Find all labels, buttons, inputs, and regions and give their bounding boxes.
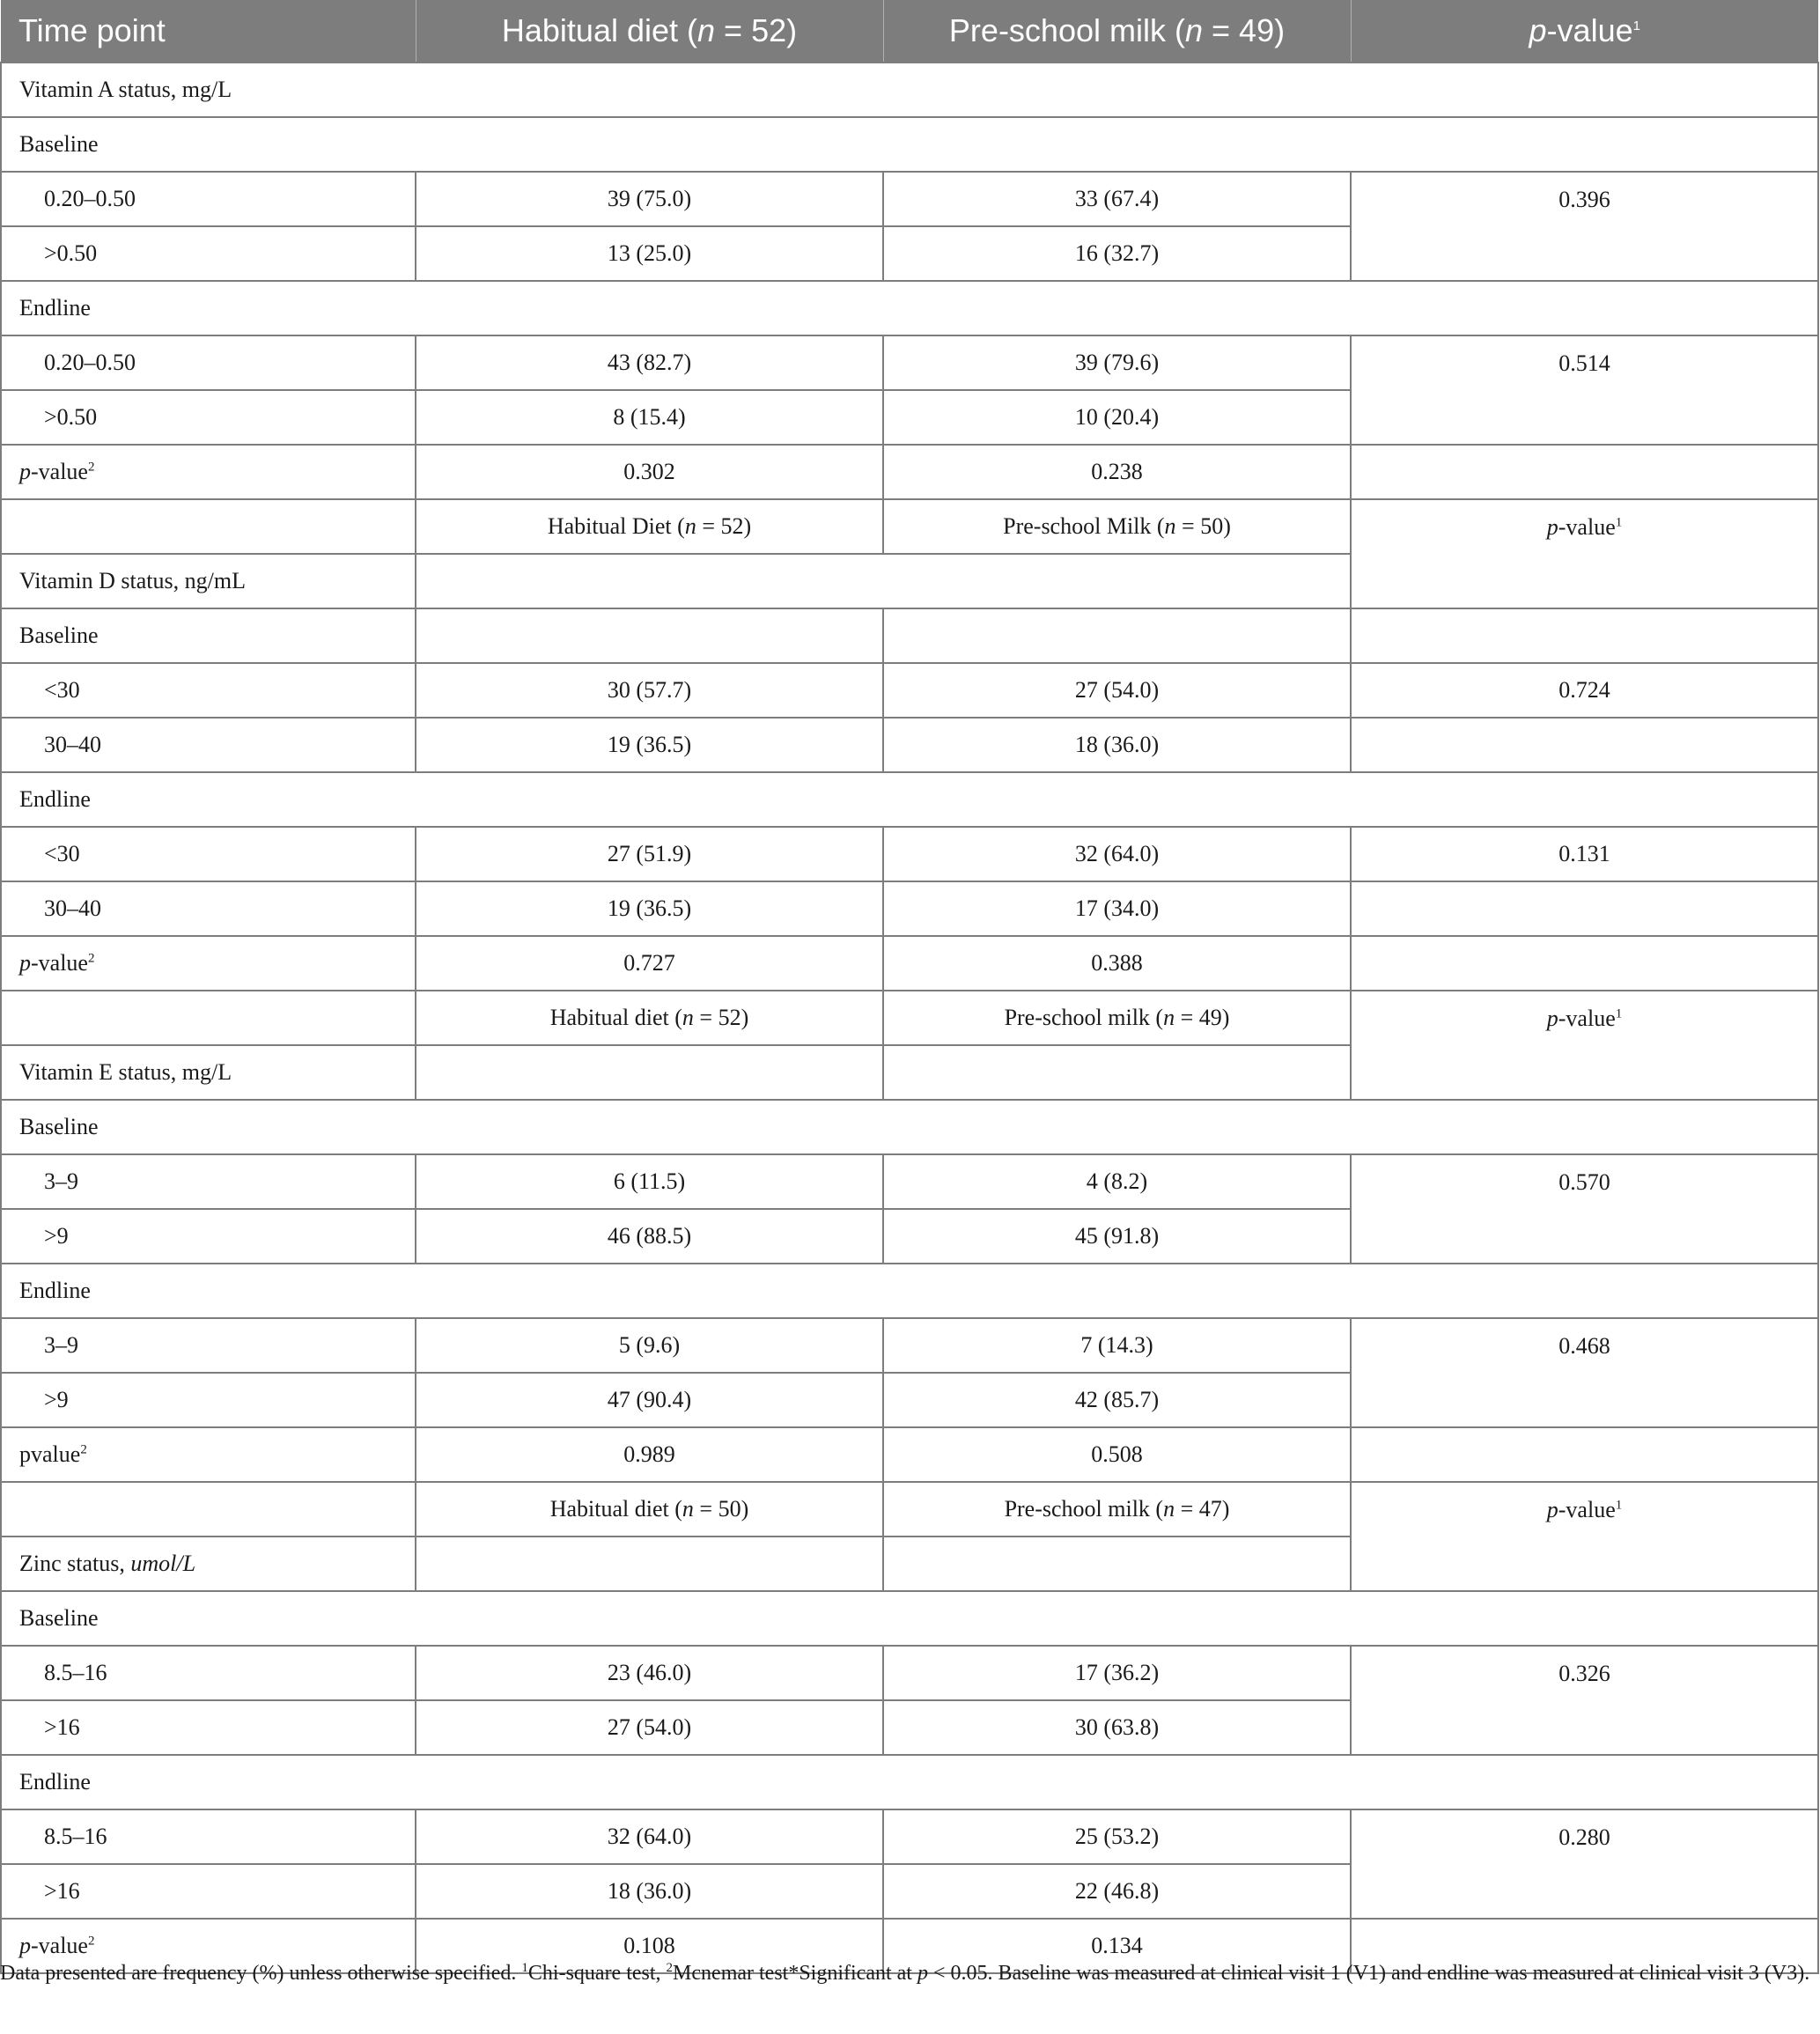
- subheader-habitual-diet: Habitual diet (n = 52): [416, 991, 883, 1045]
- p-value-cell: 0.724: [1351, 663, 1818, 718]
- habitual-value: 8 (15.4): [416, 390, 883, 445]
- milk-value: 33 (67.4): [883, 172, 1351, 226]
- empty-cell: [1351, 881, 1818, 936]
- category-label: <30: [1, 663, 416, 718]
- category-label: >0.50: [1, 226, 416, 281]
- header-habitual-diet: Habitual diet (n = 52): [416, 0, 883, 63]
- subheader-habitual-diet: Habitual diet (n = 50): [416, 1482, 883, 1537]
- subheader-p-value: p-value$^1$: [1351, 991, 1818, 1100]
- timepoint-label: Baseline: [1, 608, 416, 663]
- p-value-label: p-value$^2$: [1, 1919, 416, 1973]
- milk-value: 25 (53.2): [883, 1809, 1351, 1864]
- header-p-value: p-value$^1$: [1351, 0, 1818, 63]
- empty-cell: [416, 1045, 883, 1100]
- empty-cell: [416, 608, 883, 663]
- subheader-row: [1, 499, 1818, 554]
- milk-value: 22 (46.8): [883, 1864, 1351, 1919]
- habitual-value: 13 (25.0): [416, 226, 883, 281]
- table-row: [1, 281, 1818, 335]
- header-time-point: Time point: [1, 0, 416, 63]
- timepoint-label: Baseline: [1, 1100, 1818, 1154]
- category-label: 30–40: [1, 718, 416, 772]
- habitual-value: 0.108: [416, 1919, 883, 1973]
- category-label: >9: [1, 1209, 416, 1264]
- habitual-value: 19 (36.5): [416, 881, 883, 936]
- p-value-cell: 0.280: [1351, 1809, 1818, 1919]
- subheader-pre-school-milk: Pre-school milk (n = 47): [883, 1482, 1351, 1537]
- category-label: >9: [1, 1373, 416, 1427]
- timepoint-label: Endline: [1, 1755, 1818, 1809]
- p-value-label: pvalue$^2$: [1, 1427, 416, 1482]
- habitual-value: 0.727: [416, 936, 883, 991]
- table-row: [1, 827, 1818, 881]
- table-row: [1, 1755, 1818, 1809]
- milk-value: 7 (14.3): [883, 1318, 1351, 1373]
- category-label: >16: [1, 1864, 416, 1919]
- habitual-value: 27 (51.9): [416, 827, 883, 881]
- category-label: 8.5–16: [1, 1809, 416, 1864]
- category-label: 0.20–0.50: [1, 335, 416, 390]
- category-label: <30: [1, 827, 416, 881]
- habitual-value: 43 (82.7): [416, 335, 883, 390]
- category-label: 0.20–0.50: [1, 172, 416, 226]
- habitual-value: 39 (75.0): [416, 172, 883, 226]
- timepoint-label: Endline: [1, 772, 1818, 827]
- table-row: [1, 936, 1818, 991]
- timepoint-label: Baseline: [1, 117, 1818, 172]
- table-row: [1, 1591, 1818, 1646]
- empty-cell: [883, 1045, 1351, 1100]
- category-label: 3–9: [1, 1154, 416, 1209]
- habitual-value: 6 (11.5): [416, 1154, 883, 1209]
- milk-value: 32 (64.0): [883, 827, 1351, 881]
- empty-cell: [1351, 936, 1818, 991]
- category-label: 30–40: [1, 881, 416, 936]
- section-title: Zinc status, umol/L: [1, 1537, 416, 1591]
- habitual-value: 23 (46.0): [416, 1646, 883, 1700]
- habitual-value: 0.302: [416, 445, 883, 499]
- table-row: [1, 1318, 1818, 1373]
- empty-cell: [1351, 1427, 1818, 1482]
- header-pre-school-milk: Pre-school milk (n = 49): [883, 0, 1351, 63]
- table-row: [1, 881, 1818, 936]
- p-value-cell: 0.468: [1351, 1318, 1818, 1427]
- habitual-value: 47 (90.4): [416, 1373, 883, 1427]
- habitual-value: 27 (54.0): [416, 1700, 883, 1755]
- empty-cell: [1351, 718, 1818, 772]
- milk-value: 0.238: [883, 445, 1351, 499]
- empty-cell: [883, 1537, 1351, 1591]
- category-label: >16: [1, 1700, 416, 1755]
- p-value-cell: 0.326: [1351, 1646, 1818, 1755]
- table-row: [1, 1154, 1818, 1209]
- p-value-cell: 0.131: [1351, 827, 1818, 881]
- empty-cell: [1, 499, 416, 554]
- habitual-value: 30 (57.7): [416, 663, 883, 718]
- table-row: [1, 608, 1818, 663]
- table-row: [1, 772, 1818, 827]
- table-row: [1, 718, 1818, 772]
- section-row-vitamin-a: [1, 63, 1818, 117]
- milk-value: 0.134: [883, 1919, 1351, 1973]
- category-label: >0.50: [1, 390, 416, 445]
- subheader-p-value: p-value$^1$: [1351, 499, 1818, 608]
- table-row: [1, 335, 1818, 390]
- milk-value: 0.388: [883, 936, 1351, 991]
- empty-cell: [1, 1482, 416, 1537]
- habitual-value: 32 (64.0): [416, 1809, 883, 1864]
- empty-cell: [883, 608, 1351, 663]
- milk-value: 17 (36.2): [883, 1646, 1351, 1700]
- timepoint-label: Endline: [1, 1264, 1818, 1318]
- milk-value: 30 (63.8): [883, 1700, 1351, 1755]
- milk-value: 4 (8.2): [883, 1154, 1351, 1209]
- table-row: [1, 1809, 1818, 1864]
- subheader-habitual-diet: Habitual Diet (n = 52): [416, 499, 883, 554]
- milk-value: 17 (34.0): [883, 881, 1351, 936]
- p-value-label: p-value$^2$: [1, 936, 416, 991]
- milk-value: 45 (91.8): [883, 1209, 1351, 1264]
- milk-value: 10 (20.4): [883, 390, 1351, 445]
- empty-cell: [1351, 608, 1818, 663]
- milk-value: 27 (54.0): [883, 663, 1351, 718]
- milk-value: 42 (85.7): [883, 1373, 1351, 1427]
- table-row: [1, 1264, 1818, 1318]
- table-row: [1, 445, 1818, 499]
- table-row: [1, 1646, 1818, 1700]
- timepoint-label: Baseline: [1, 1591, 1818, 1646]
- milk-value: 0.508: [883, 1427, 1351, 1482]
- table-row: [1, 172, 1818, 226]
- timepoint-label: Endline: [1, 281, 1818, 335]
- empty-cell: [416, 554, 1351, 608]
- habitual-value: 0.989: [416, 1427, 883, 1482]
- subheader-pre-school-milk: Pre-school milk (n = 49): [883, 991, 1351, 1045]
- habitual-value: 5 (9.6): [416, 1318, 883, 1373]
- milk-value: 16 (32.7): [883, 226, 1351, 281]
- category-label: 8.5–16: [1, 1646, 416, 1700]
- milk-value: 39 (79.6): [883, 335, 1351, 390]
- table-row: [1, 663, 1818, 718]
- empty-cell: [1351, 445, 1818, 499]
- milk-value: 18 (36.0): [883, 718, 1351, 772]
- section-title: Vitamin E status, mg/L: [1, 1045, 416, 1100]
- table-row: [1, 1100, 1818, 1154]
- table-row: [1, 1427, 1818, 1482]
- subheader-p-value: p-value$^1$: [1351, 1482, 1818, 1591]
- p-value-cell: 0.396: [1351, 172, 1818, 281]
- table-row: [1, 117, 1818, 172]
- empty-cell: [416, 1537, 883, 1591]
- p-value-cell: 0.570: [1351, 1154, 1818, 1264]
- section-title: Vitamin D status, ng/mL: [1, 554, 416, 608]
- p-value-cell: 0.514: [1351, 335, 1818, 445]
- empty-cell: [1, 991, 416, 1045]
- subheader-row: [1, 991, 1818, 1045]
- category-label: 3–9: [1, 1318, 416, 1373]
- table-footnote: Data presented are frequency (%) unless otherwise specified. $^1$Chi-square test, $^2$Mcnemar test*Significant at p < 0.05. Baseline was measured at clinical visit 1 (V1) and endline was measured at clinical visit 3 (V3).: [0, 1961, 1810, 1985]
- section-title: Vitamin A status, mg/L: [1, 63, 1818, 117]
- habitual-value: 46 (88.5): [416, 1209, 883, 1264]
- habitual-value: 19 (36.5): [416, 718, 883, 772]
- subheader-row: [1, 1482, 1818, 1537]
- habitual-value: 18 (36.0): [416, 1864, 883, 1919]
- table-header-row: [1, 0, 1818, 63]
- p-value-label: p-value$^2$: [1, 445, 416, 499]
- subheader-pre-school-milk: Pre-school Milk (n = 50): [883, 499, 1351, 554]
